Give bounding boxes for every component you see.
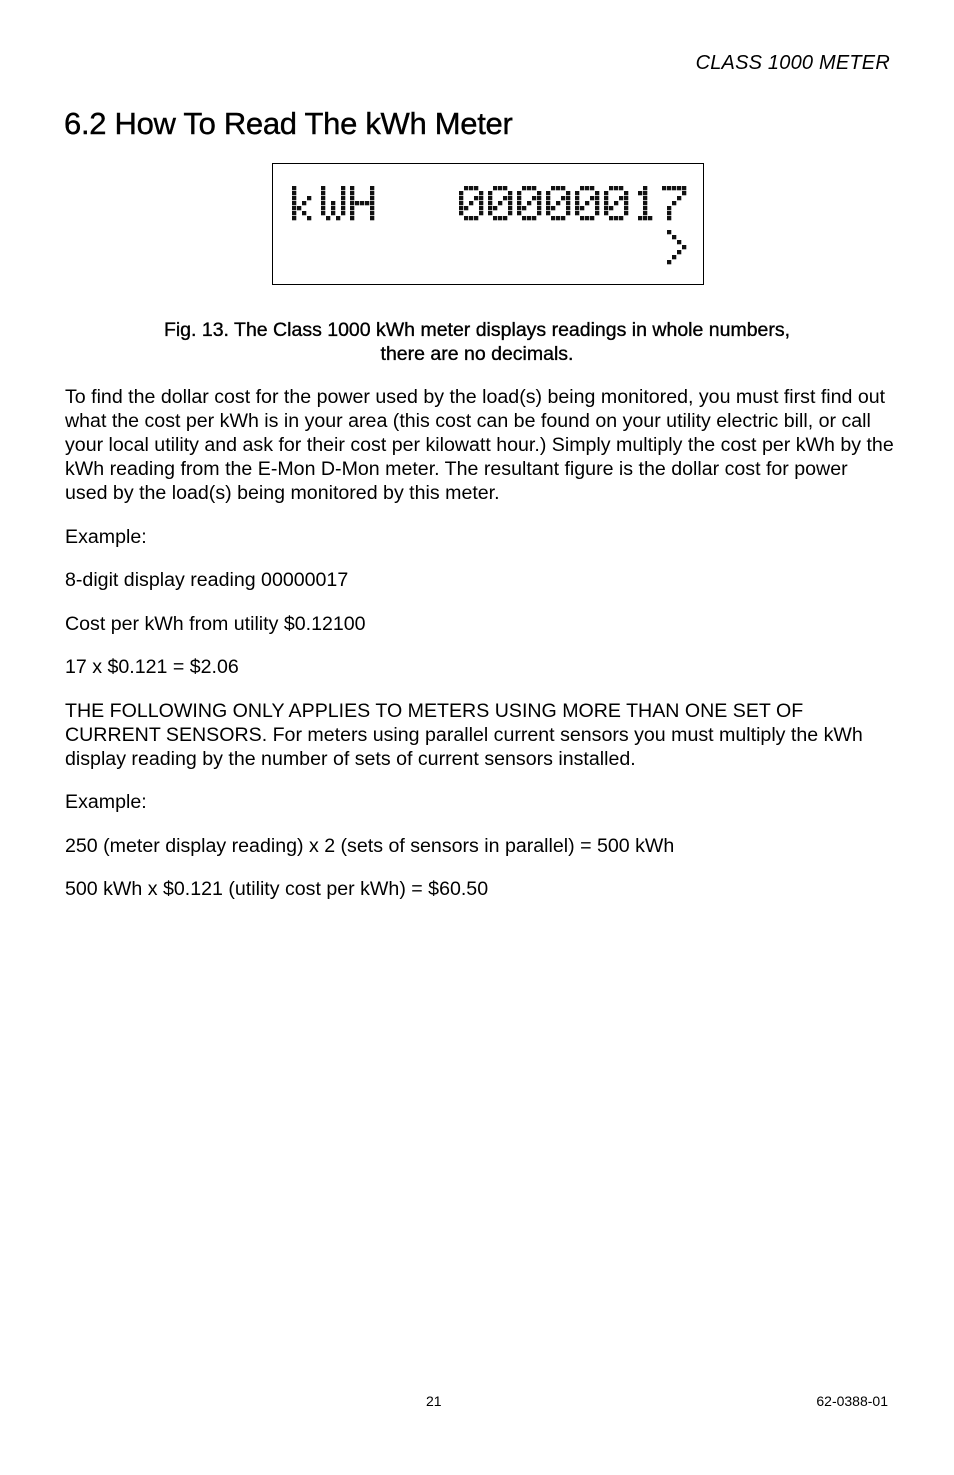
lcd-display (273, 164, 703, 284)
body-text (65, 385, 895, 921)
lcd-reading-char (638, 186, 652, 220)
paragraph: THE FOLLOWING ONLY APPLIES TO METERS USING MORE THAN ONE SET OF CURRENT SENSORS. For meters using parallel current sensors you must multiply the kWh display reading by the number of sets of current sensors installed. (65, 699, 863, 770)
section-title: 6.2 How To Read The kWh Meter (64, 106, 513, 141)
lcd-label-char (321, 186, 345, 220)
lcd-reading-char (459, 186, 483, 220)
lcd-reading-char (662, 186, 686, 220)
paragraph: 250 (meter display reading) x 2 (sets of sensors in parallel) = 500 kWh (65, 834, 675, 857)
caption-line: Fig. 13. The Class 1000 kWh meter displays readings in whole numbers, (163, 319, 791, 341)
paragraph: 500 kWh x $0.121 (utility cost per kWh) = $60.50 (65, 878, 489, 900)
paragraph: Cost per kWh from utility $0.12100 (65, 612, 366, 635)
caption-line: there are no decimals. (380, 343, 574, 365)
paragraph: Example: (65, 525, 147, 548)
lcd-display-figure (272, 163, 704, 285)
running-header: CLASS 1000 METER (695, 52, 890, 74)
lcd-arrow-icon (667, 230, 686, 264)
lcd-label-char (350, 186, 374, 220)
lcd-arrow-char (667, 230, 686, 264)
paragraph: To find the dollar cost for the power used by the load(s) being monitored, you must first find out what the cost per kWh is in your area (this cost can be found on your utility electric bill, or call your local utility and ask for their cost per kilowatt hour.) Simply multiply the cost per kWh by the kWh reading from the E-Mon D-Mon meter. The resultant figure is the dollar cost for power used by the load(s) being monitored by this meter. (65, 386, 894, 504)
figure-caption (64, 318, 890, 366)
paragraph: Example: (65, 791, 147, 813)
paragraph: 8-digit display reading 00000017 (65, 569, 349, 591)
document-number: 62-0388-01 (816, 1393, 888, 1409)
lcd-label-char (292, 186, 311, 220)
paragraph: 17 x $0.121 = $2.06 (65, 656, 239, 678)
lcd-label (292, 186, 374, 220)
page-number: 21 (426, 1393, 442, 1409)
lcd-reading-char (517, 186, 541, 220)
lcd-reading (459, 186, 686, 220)
lcd-reading-char (488, 186, 512, 220)
lcd-reading-char (546, 186, 570, 220)
lcd-reading-char (604, 186, 628, 220)
lcd-reading-char (575, 186, 599, 220)
